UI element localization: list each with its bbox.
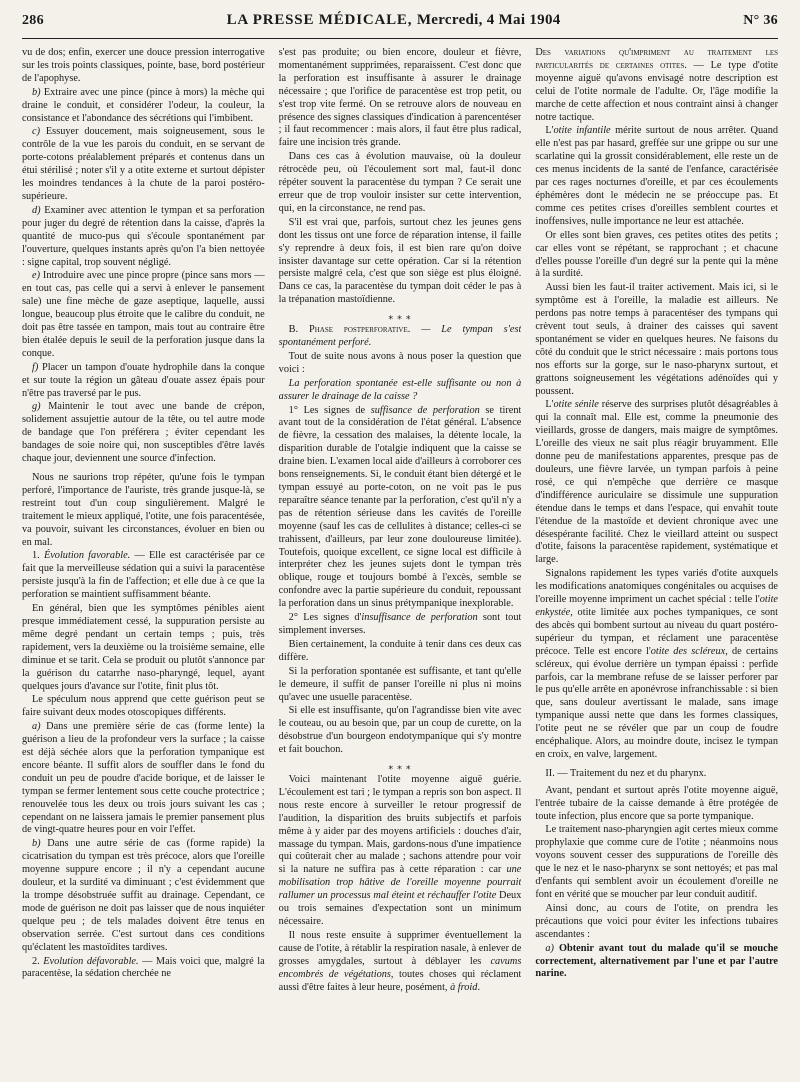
item-label: d) xyxy=(32,204,41,216)
paragraph: 1° Les signes de suffisance de perforation se tirent avant tout de la considération de l'état général. L'absence de fièvre, la cessation des malaises, la détente locale, la disparition durable de l'otalgie indiquent que la caisse se draine bien. L'examen local aide d'ailleurs à corroborer ces bons renseignements. Si, le conduit étant bien détergé et le tympan essuyé au porte-coton, on ne voit pas le pus reparaître séance tenante par la perforation, c'est qu'il n'y a pas de rétention sérieuse dans les cavités de l'oreille moyenne (sauf les cas de cellulites à distance; celles-ci se trahissent, d'ailleurs, par leur zone douloureuse limitée). Toutefois, quoique excellent, ce signe local est difficile à interpréter chez les jeunes sujets dont le tympan très oblique, rouge et toujours bombé à l'excès, semble se confondre avec la partie supérieure du conduit, repoussant la perforation dans un sinus prétympanique inexplorable. xyxy=(278,404,522,610)
paragraph: s'est pas produite; ou bien encore, douleur et fièvre, momentanément supprimées, reparaissent. C'est donc que la perforation est insuffisante à assurer le drainage nécessaire ; que l'orifice de paracentèse est trop petit, ou s'est trop vite fermé. On se retrouve alors de nouveau en présence des signes classiques d'indication à parencentéser ; il faut recommencer : mais alors, il faut être plus radical, faire une incision très grande. xyxy=(278,47,522,149)
item-label: e) xyxy=(32,270,40,282)
page-header xyxy=(22,12,778,39)
journal-title xyxy=(227,12,561,29)
paragraph: Le spéculum nous apprend que cette guérison peut se faire suivant deux modes otoscopiques différents. xyxy=(22,694,265,719)
paragraph: a) Dans une première série de cas (forme lente) la guérison a lieu de la profondeur vers la surface ; la caisse est déjà séchée alors que la perforation tympanique est encore béante. Il suffit alors de souffler dans le fond du conduit un peu de poudre d'acide borique, et de laisser le tympan se fermer lentement sous cette couche protectrice ; renouvelée tous les deux ou trois jours suivant les cas ; cependant on ne laissera jamais le premier pansement plus de vingt-quatre heures pour en voir l'effet. xyxy=(22,721,265,836)
paragraph: Dans ces cas à évolution mauvaise, où la douleur rétrocède peu, où l'écoulement sort mal, faut-il donc répéter souvent la paracentèse du tympan ? Ce serait une erreur que de trop vouloir insister sur cette intervention, qui, en la circonstance, ne rend pas. xyxy=(278,151,522,214)
paragraph: Voici maintenant l'otite moyenne aiguë guérie. L'écoulement est tari ; le tympan a repris son bon aspect. Il nous reste encore à surveiller le retour progressif de l'audition, la disparition des bruits subjectifs et parfois même à y aider par des moyens artificiels : douches d'air, massage du tympan. Mais, gardons-nous d'une impatience qui coûterait cher au malade ; sachons attendre pour voir si la nature ne suffira pas à cette réparation : car une mobilisation trop hâtive de l'oreille moyenne pourrait rallumer un processus mal éteint et réchauffer l'otite Deux ou trois semaines d'expectation sont un minimum nécessaire. xyxy=(278,774,522,927)
column-1 xyxy=(22,47,265,1077)
paragraph: La perforation spontanée est-elle suffisante ou non à assurer le drainage de la caisse ? xyxy=(278,377,522,402)
paragraph: b) Extraire avec une pince (pince à mors) la mèche qui draine le conduit, et considérer l'odeur, la couleur, la consistance et l'abondance des sécrétions qui l'imbibent. xyxy=(22,86,265,124)
paragraph: S'il est vrai que, parfois, surtout chez les jeunes gens dont les tissus ont une force de réparation intense, il faille s'y reprendre à deux fois, il est bien rare qu'on doive insister davantage sur cette opération. Car si la rétention persiste malgré cela, c'est que son siège est plus éloigné. Dans ce cas, la paracentèse du tympan doit céder le pas à la trépanation mastoïdienne. xyxy=(278,216,522,306)
section-separator: ⁎ ⁎ ⁎ xyxy=(388,761,412,772)
paragraph: Le traitement naso-pharyngien agit certes mieux comme prophylaxie que comme cure de l'otite ; néanmoins nous voyons souvent cesser des suppurations de l'oreille dès que le nez et le naso-pharynx se sont nettoyés; et pas mal d'enfants qui semblent avoir un écoulement d'oreille ne font en vérité que se moucher par leur conduit auditif. xyxy=(535,824,778,900)
subsection-title: Evolution défavorable. xyxy=(39,955,139,967)
paragraph: e) Introduire avec une pince propre (pince sans mors — en tout cas, pas celle qui a servi à enlever le pansement sale) une fine mèche de gaze aseptique, laquelle, aussi longue, beaucoup plus étroite que le calibre du conduit, ne doit pas être tassée en tampon, mais tout au contraire être bien étalée depuis le seuil de la perforation jusque dans la conque. xyxy=(22,270,265,359)
issue-date: Mercredi, 4 Mai 1904 xyxy=(416,12,561,28)
paragraph: a) Obtenir avant tout du malade qu'il se mouche correctement, alternativement par l'une et par l'autre narine. xyxy=(535,942,778,980)
item-label: g) xyxy=(32,401,41,413)
paragraph: Ainsi donc, au cours de l'otite, on prendra les précautions que voici pour éviter les infections tubaires ascendantes : xyxy=(535,902,778,940)
paragraph: 1. Évolution favorable. — Elle est caractérisée par ce fait que la merveilleuse sédation qui a suivi la paracentèse persiste jusqu'à la fin de l'affection; et elle due à ce que la perforation se maintient suffisamment béante. xyxy=(22,550,265,601)
paragraph: L'otite sénile réserve des surprises plutôt désagréables à qui la connaît mal. Elle est, comme la pneumonie des vieillards, grosse de dangers, mais maigre de symptômes. L'oreille des vieux ne sait plus réagir bruyamment. Elle donne peu de manifestations apparentes, presque pas de douleurs, une fièvre larvée, un tympan parfois à peine rosé, ce qui n'empêche que derrière ce masque d'indifférence auriculaire se dissimule une suppuration étendue dans le temps et dans l'espace, qui envahit toute l'étendue de la mastoïde et devient chronique avec une désespérante facilité. Chez le vieillard atteint ou suspect d'otite, faisons la paracentèse rapidement, systématique et large. xyxy=(535,399,778,566)
item-label: a) xyxy=(32,721,41,733)
paragraph: vu de dos; enfin, exercer une douce pression interrogative sur les trois points classiques, pointe, base, bord postérieur de l'apophyse. xyxy=(22,47,265,84)
paragraph: Si la perforation spontanée est suffisante, et tant qu'elle le demeure, il suffit de panser l'oreille ni plus ni moins qu'avec une usuelle paracentèse. xyxy=(278,665,522,703)
section-separator: ⁎ ⁎ ⁎ xyxy=(388,311,412,322)
paragraph: L'otite infantile mérite surtout de nous arrêter. Quand elle n'est pas par hasard, greffée sur une grippe ou sur une scarlatine qui la grossit considérablement, elle reste un de ces menus incidents de la santé de l'enfance, caractérisée par ces rages nocturnes d'oreille, et par ces écoulements éphémères dont le médecin ne se préoccupe pas. Et comme ces petites crises d'oreilles semblent courtes et inoffensives, nulle importance ne leur est attachée. xyxy=(535,125,778,227)
journal-name: LA PRESSE MÉDICALE, xyxy=(226,12,413,28)
item-label: b) xyxy=(32,838,41,850)
paragraph: 2° Les signes d'insuffisance de perforation sont tout simplement inverses. xyxy=(278,612,522,636)
paragraph: Aussi bien les faut-il traiter activement. Mais ici, si le symptôme est à l'oreille, la maladie est ailleurs. Ne perdons pas notre temps à paracentéser des tympans qui crèvent tout seuls, à drainer des caisses qui savent spontanément se vider en quelques heures. Ne faisons du côté du conduit que le strict nécessaire : mais portons tous nos efforts sur la gorge, sur le naso-pharynx surtout, et grattons soigneusement les végétations adénoïdes qui y poussent. xyxy=(535,282,778,397)
article-columns xyxy=(22,47,778,1077)
column-2 xyxy=(279,47,522,1077)
paragraph: d) Examiner avec attention le tympan et sa perforation pour juger du degré de rétention dans la caisse, d'après la quantité de muco-pus qui s'écoule spontanément par l'ouverture, quelques instants après qu'on l'a bien nettoyée : signe capital, trop souvent négligé. xyxy=(22,204,265,268)
section-heading: Des variations qu'impriment au traitement les particularités de certaines otites. — Le type d'otite moyenne aiguë qu'avons envisagé notre description est celui de l'otite normale de l'adulte. Or, l'âge modifie la marche de cette affection et nous contraint ainsi à changer notre tactique. xyxy=(535,47,778,123)
item-label: a) xyxy=(545,942,554,954)
issue-number: N° 36 xyxy=(743,13,778,28)
page-number: 286 xyxy=(22,13,44,28)
paragraph: Signalons rapidement les types variés d'otite auxquels les modifications anatomiques congénitales ou acquises de l'oreille moyenne impriment un cachet spécial : telle l'otite enkystée, otite limitée aux poches tympaniques, ce sont des abcès qui bombent surtout au niveau du quart postéro-supérieur du tympan, et réclament une paracentèse précoce. Telle est encore l'otite des scléreux, de certains scléreux, qui évolue derrière un tympan épaissi : perfide parfois, car la membrane refuse de se laisser perforer par le pus qu'elle arrête en aponévrose infranchissable : si bien que, sans douleur avertissant le malade, sans image tympanique aussi nette que dans les formes classiques, l'otite peut ne se révéler que par un coup de foudre encéphalique. Alors, au moindre doute, incisez le tympan en croix, en valve, largement. xyxy=(535,568,778,760)
paragraph: Avant, pendant et surtout après l'otite moyenne aiguë, l'entrée tubaire de la caisse demande à être protégée de toute infection, plus encore que sa porte tympanique. xyxy=(535,784,778,822)
subsection-title: Évolution favorable. xyxy=(39,550,131,562)
paragraph: Si elle est insuffisante, qu'on l'agrandisse bien vite avec le couteau, ou au besoin que, par un coup de curette, on la désobstrue d'un bourgeon endotympanique qui s'y montre et fait bouchon. xyxy=(278,705,522,756)
paragraph: Bien certainement, la conduite à tenir dans ces deux cas diffère. xyxy=(278,638,522,663)
section-heading: B. Phase postperforative. — Le tympan s'est spontanément perforé. xyxy=(278,324,522,349)
column-3 xyxy=(535,47,778,1077)
item-label: b) xyxy=(32,86,41,98)
paragraph: En général, bien que les symptômes pénibles aient presque immédiatement cessé, la suppuration persiste au même degré pendant un certain temps ; puis, très rapidement, vers la deuxième ou la troisième semaine, elle diminue et se tarit. Cela se produit ou plutôt s'annonce par la guérison du catarrhe naso-pharyngé, lequel, ayant quelques jours d'avance sur l'otite, finit plus tôt. xyxy=(22,603,265,692)
item-label: c) xyxy=(32,126,40,138)
paragraph: Or elles sont bien graves, ces petites otites des petits ; car elles vont se répétant, se rapprochant ; et chacune d'elles pousse l'oreille d'un degré sur la pente qui la mène à la surdité. xyxy=(535,229,778,280)
paragraph: Il nous reste ensuite à supprimer éventuellement la cause de l'otite, à rétablir la respiration nasale, à enlever de grosses amygdales, surtout à déblayer les cavums encombrés de végétations, toutes choses qui réclament aussi d'être faites à leur heure, posément, à froid. xyxy=(278,929,522,993)
paragraph: b) Dans une autre série de cas (forme rapide) la cicatrisation du tympan est très précoce, alors que l'oreille moyenne suppure encore ; il n'y a cependant aucune douleur, et la surdité va diminuant ; c'est évidemment que la trompe désobstruée suffit au drainage. Cependant, ce mode de guérison ne doit pas laisser que de nous inquiéter quelque peu ; de tels malades doivent être tenus en observation serrée. C'est surtout dans ces conditions qu'éclatent les mastoïdites tardives. xyxy=(22,838,265,953)
paragraph: c) Essuyer doucement, mais soigneusement, sous le contrôle de la vue les parois du conduit, en se servant de porte-cotons préalablement préparés et contenus dans un étui stérilisé ; noter s'il y a otite externe et surtout dépister les moindres tendances à la chute de la paroi postéro-supérieure. xyxy=(22,126,265,202)
paragraph: Tout de suite nous avons à nous poser la question que voici : xyxy=(278,350,522,375)
paragraph: 2. Evolution défavorable. — Mais voici que, malgré la paracentèse, la sédation cherchée ne xyxy=(22,955,265,980)
section-title: II. — Traitement du nez et du pharynx. xyxy=(545,767,707,779)
paragraph: f) Placer un tampon d'ouate hydrophile dans la conque et sur toute la région un gâteau d'ouate assez épais pour n'être pas traversé par le pus. xyxy=(22,361,265,399)
item-label: f) xyxy=(32,361,39,373)
paragraph: g) Maintenir le tout avec une bande de crépon, solidement assujettie autour de la tête, ou tel autre mode de bandage que l'on préférera ; éviter cependant les bandages de soie noire qui, non susceptibles d'être lavés chaque jour, deviennent une source d'infection. xyxy=(22,401,265,465)
paragraph: Nous ne saurions trop répéter, qu'une fois le tympan perforé, l'importance de l'auriste, très grande jusque-là, se restreint tout d'un coup singulièrement. Malgré le traitement le mieux appliqué, l'otite, une fois paracentésée, va pouvoir, suivant les circonstances, évoluer en bien ou en mal. xyxy=(22,472,265,548)
